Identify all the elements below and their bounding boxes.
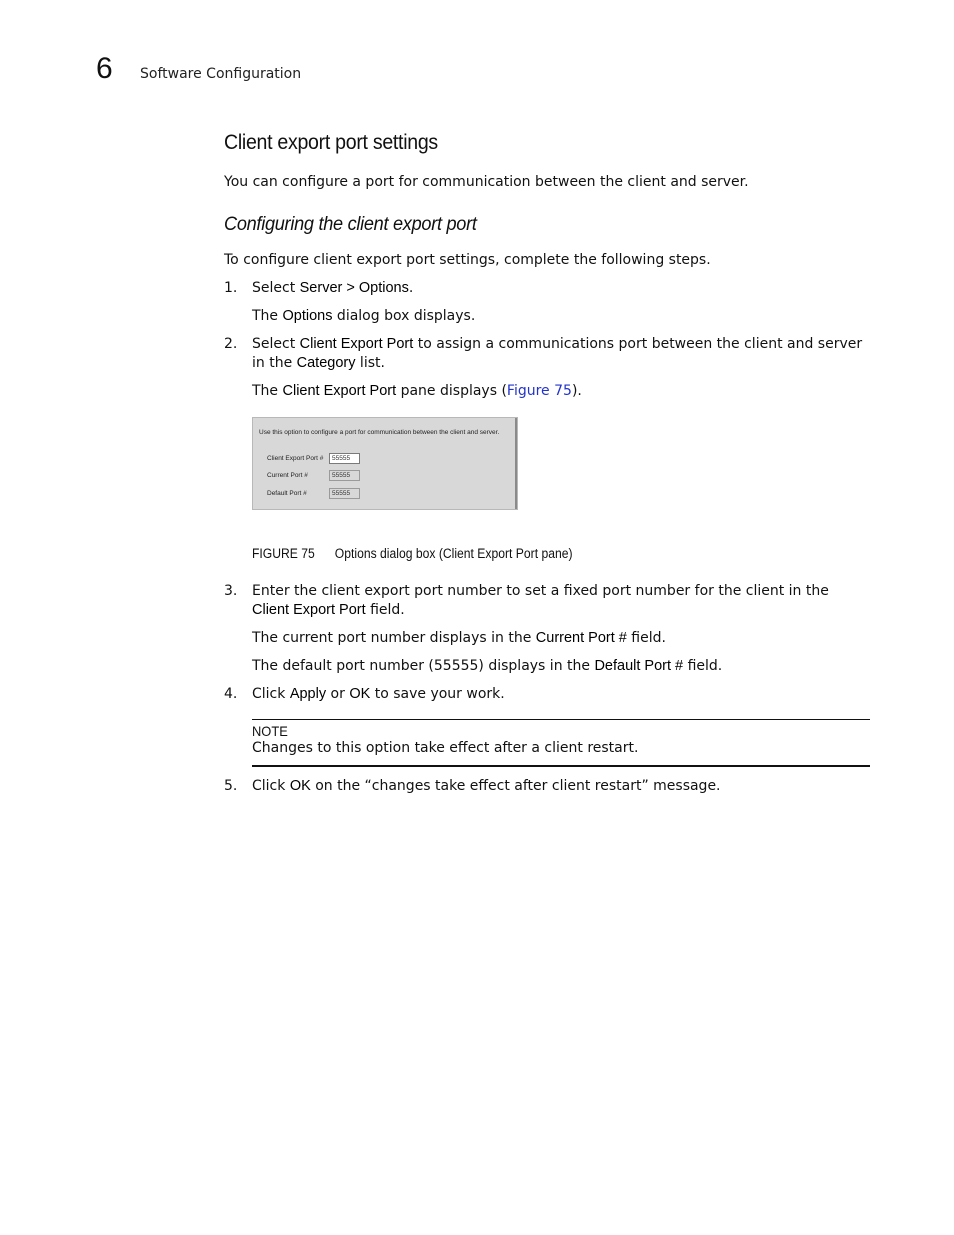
chapter-number: 6 [96,52,113,85]
step-3-text: Enter the client export port number to set a fixed port number for the client in the Client Export Port field. [252,583,829,618]
step-1-number: 1. [224,280,238,296]
note-bottom-rule [252,765,870,767]
current-port-label: Current Port # [267,472,308,479]
step-4-text: Click Apply or OK to save your work. [252,686,505,702]
figure-description: Use this option to configure a port for communication between the client and server. [259,429,500,436]
figure-caption-text: Options dialog box (Client Export Port pane) [334,546,573,561]
step-1-text: Select Server > Options. [252,280,414,296]
step-5-number: 5. [224,778,238,794]
note-text: Changes to this option take effect after a client restart. [252,740,639,756]
step-3-result-default: The default port number (55555) displays in the Default Port # field. [252,658,723,674]
section-intro: You can configure a port for communication between the client and server. [224,174,749,190]
step-3-result-current: The current port number displays in the Current Port # field. [252,630,666,646]
client-export-port-label: Client Export Port # [267,455,324,462]
section-title: Client export port settings [224,131,438,154]
chapter-title: Software Configuration [140,66,302,82]
step-4-number: 4. [224,686,238,702]
step-2-result: The Client Export Port pane displays (Figure 75). [252,383,582,399]
step-2-text: Select Client Export Port to assign a communications port between the client and server in the Category list. [252,336,863,371]
step-3-number: 3. [224,583,238,599]
options-dialog-figure [252,417,518,510]
subsection-title: Configuring the client export port [224,213,477,235]
pane-edge [515,418,517,509]
menu-path-server-options: Server > Options [299,280,409,296]
figure-caption-label: FIGURE 75 [252,546,315,561]
default-port-label: Default Port # [267,490,307,497]
client-export-port-field[interactable]: 55555 [329,453,360,464]
subsection-intro: To configure client export port settings, complete the following steps. [224,252,711,268]
note-label: NOTE [252,723,288,739]
step-2-number: 2. [224,336,238,352]
note-top-rule [252,719,870,720]
current-port-field: 55555 [329,470,360,481]
default-port-field: 55555 [329,488,360,499]
figure-caption [252,546,573,561]
figure-75-link[interactable]: Figure 75 [506,383,572,399]
step-5-text: Click OK on the “changes take effect after client restart” message. [252,778,721,794]
step-1-result: The Options dialog box displays. [252,308,476,324]
